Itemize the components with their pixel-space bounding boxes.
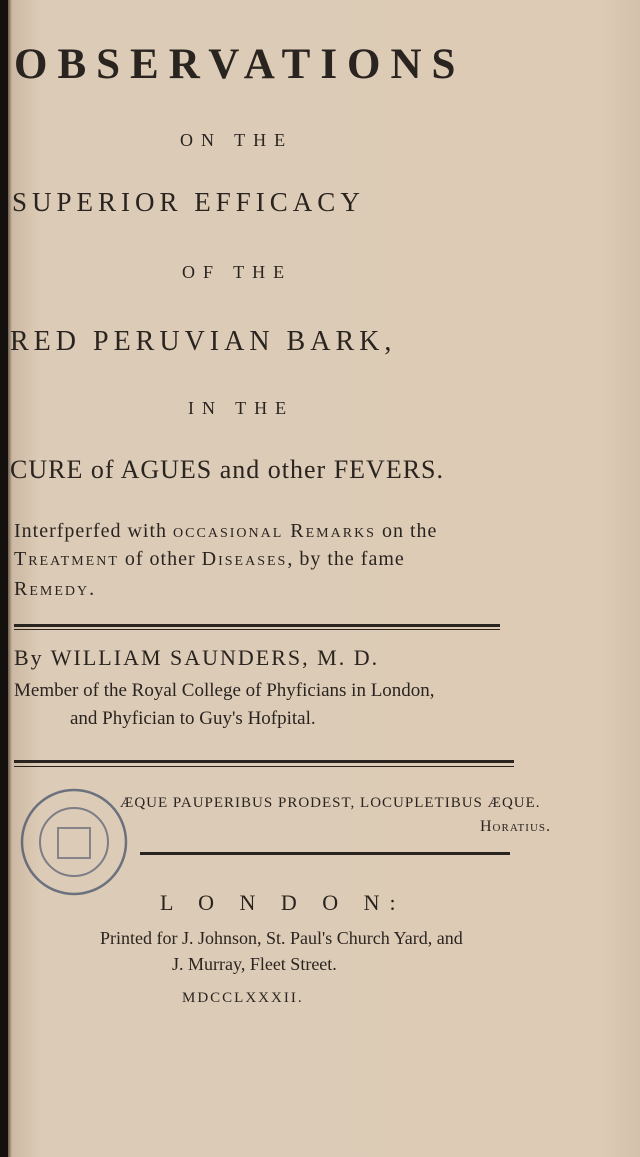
divider-rule-1 <box>14 624 500 627</box>
main-title: OBSERVATIONS <box>14 41 466 88</box>
title-of-the: OF THE <box>182 262 293 282</box>
stamp-shield-icon <box>58 828 90 858</box>
title-agues-fevers: CURE of AGUES and other FEVERS. <box>10 455 444 484</box>
author-membership: Member of the Royal College of Phyficians in London, <box>14 680 435 701</box>
title-on-the: ON THE <box>180 130 294 150</box>
imprint-city: L O N D O N: <box>160 890 406 915</box>
imprint-printer-line-1: Printed for J. Johnson, St. Paul's Church Yard, and <box>100 928 463 948</box>
subtitle-line-2-diseases: Diseases <box>201 548 288 570</box>
title-peruvian-bark: RED PERUVIAN BARK, <box>10 326 397 357</box>
subtitle-line-1-smallcaps: occasional Remarks <box>173 520 376 542</box>
imprint-printer-line-2: J. Murray, Fleet Street. <box>172 954 337 974</box>
motto-attribution: Horatius. <box>480 818 552 835</box>
subtitle-line-2-mid: of other <box>118 548 202 570</box>
stamp-outer-ring <box>22 790 126 894</box>
subtitle-line-1-suffix: on the <box>375 520 438 542</box>
subtitle-line-1 <box>14 520 437 543</box>
subtitle-line-2 <box>14 548 405 571</box>
title-superior-efficacy: SUPERIOR EFFICACY <box>12 187 365 217</box>
subtitle-line-2-treatment: Treatment <box>14 548 119 570</box>
subtitle-line-3-remedy: Remedy. <box>14 578 97 600</box>
divider-rule-3 <box>140 852 510 855</box>
author-byline: By WILLIAM SAUNDERS, M. D. <box>14 645 380 670</box>
imprint-date: MDCCLXXXII. <box>182 990 304 1006</box>
subtitle-line-3 <box>14 578 96 601</box>
latin-motto: ÆQUE PAUPERIBUS PRODEST, LOCUPLETIBUS ÆQUE. <box>120 795 541 811</box>
title-in-the: IN THE <box>188 398 295 418</box>
subtitle-line-1-prefix: Interfperfed with <box>14 520 174 542</box>
author-position: and Phyfician to Guy's Hofpital. <box>70 708 316 729</box>
subtitle-line-2-suffix: , by the fame <box>287 548 405 570</box>
library-stamp <box>14 760 134 925</box>
divider-rule-1-thin <box>14 629 500 630</box>
stamp-inner-ring <box>40 808 108 876</box>
book-spine-gutter <box>0 0 8 1157</box>
